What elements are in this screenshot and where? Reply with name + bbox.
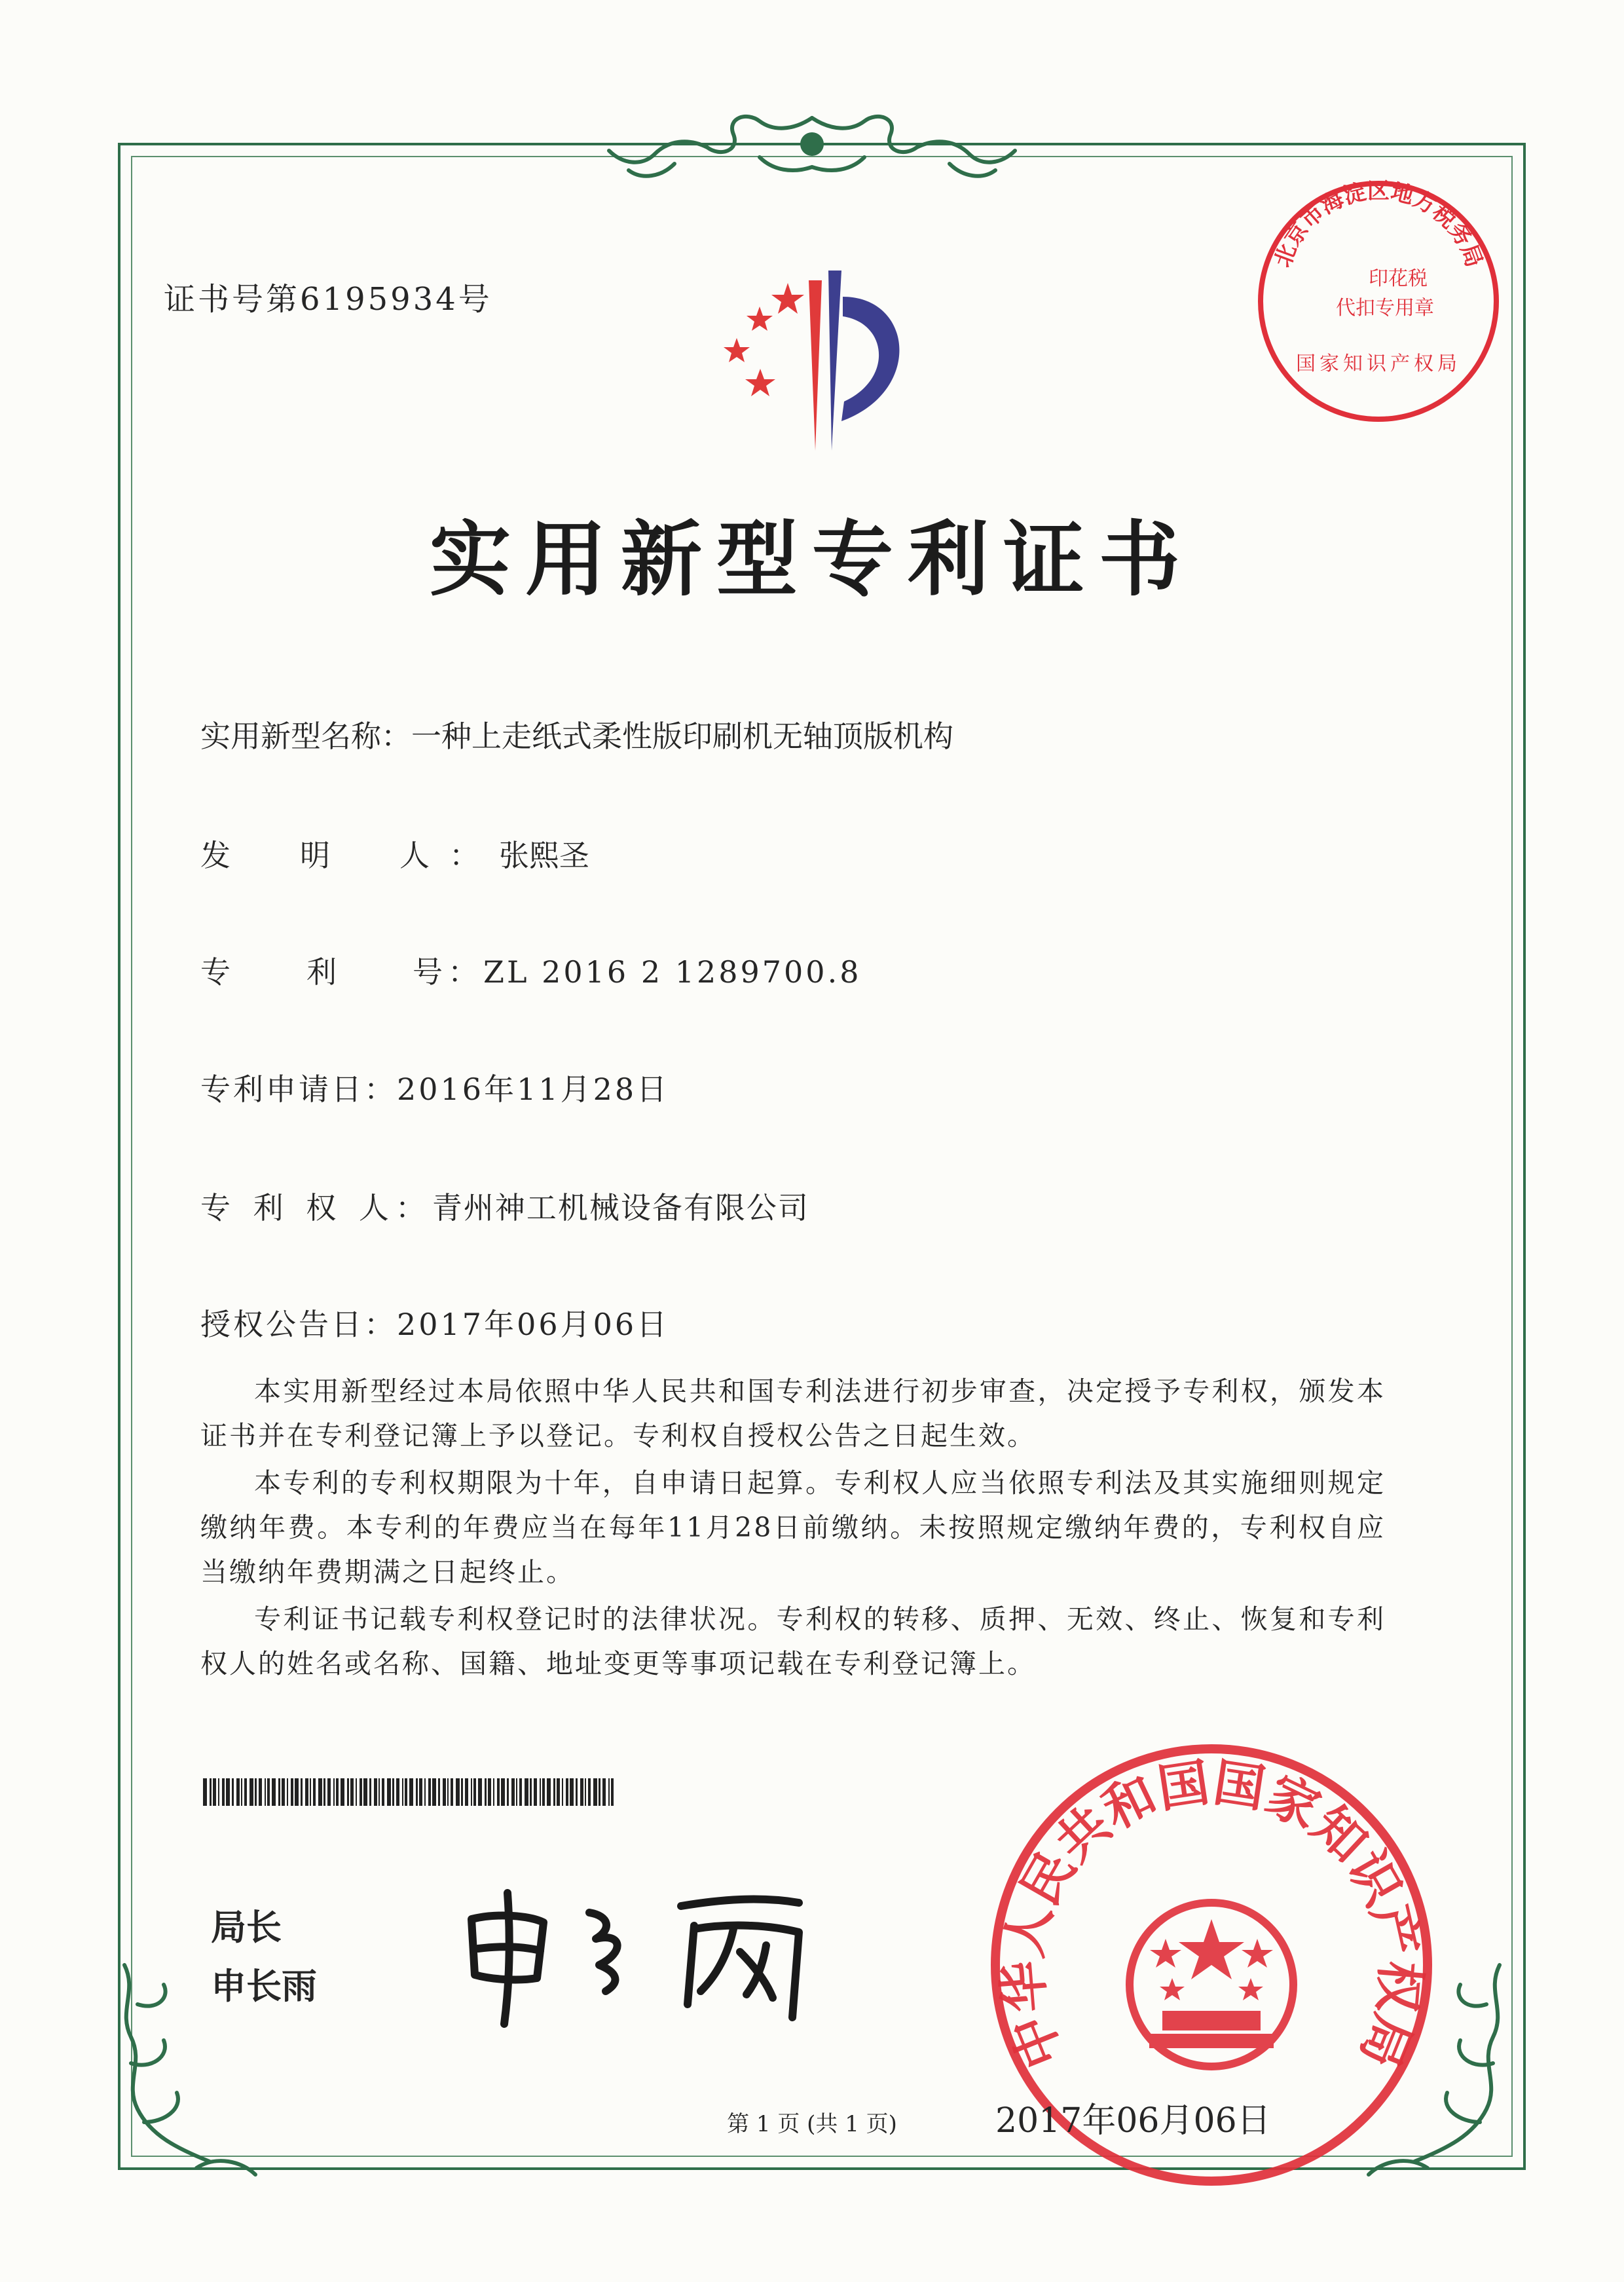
- barcode-bar: [416, 1778, 418, 1806]
- barcode-bar: [374, 1778, 377, 1806]
- barcode-bar: [419, 1778, 422, 1806]
- barcode-bar: [576, 1778, 578, 1806]
- barcode-bar: [473, 1778, 476, 1806]
- barcode-bar: [356, 1778, 357, 1806]
- field-label: 专 利 权 人：: [200, 1190, 432, 1225]
- director-signature: [458, 1867, 825, 2037]
- svg-text:国家知识产权局: 国家知识产权局: [1296, 352, 1461, 375]
- barcode-bar: [424, 1778, 426, 1806]
- barcode-bar: [585, 1778, 586, 1806]
- barcode-bar: [265, 1778, 266, 1806]
- barcode-bar: [451, 1778, 453, 1806]
- barcode-bar: [236, 1778, 240, 1806]
- barcode-bar: [347, 1778, 349, 1806]
- barcode-bar: [471, 1778, 472, 1806]
- barcode-bar: [203, 1778, 207, 1806]
- barcode-bar: [409, 1778, 413, 1806]
- field-label: 专 利 号：: [200, 954, 483, 990]
- barcode-bar: [244, 1778, 247, 1806]
- barcode-bar: [305, 1778, 308, 1806]
- barcode-bar: [333, 1778, 335, 1806]
- barcode-bar: [360, 1778, 362, 1806]
- seal-date: 2017年06月06日: [995, 2101, 1271, 2141]
- barcode-bar: [447, 1778, 449, 1806]
- barcode-bar: [341, 1778, 344, 1806]
- barcode-bar: [226, 1778, 230, 1806]
- barcode-bar: [519, 1778, 522, 1806]
- barcode-bar: [542, 1778, 545, 1806]
- barcode-bar: [369, 1778, 371, 1806]
- barcode-bar: [562, 1778, 563, 1806]
- body-paragraph: 本专利的专利权期限为十年，自申请日起算。专利权人应当依照专利法及其实施细则规定缴纳年费。本专利的年费应当在每年11月28日前缴纳。未按照规定缴纳年费的，专利权自应当缴纳年费期满之日起终止。: [200, 1467, 1386, 1588]
- barcode-bar: [432, 1778, 436, 1806]
- barcode-bar: [392, 1778, 394, 1806]
- barcode-bar: [210, 1778, 212, 1806]
- barcode-bar: [599, 1778, 600, 1806]
- barcode-bar: [387, 1778, 391, 1806]
- barcode-bar: [438, 1778, 440, 1806]
- barcode-bar: [461, 1778, 463, 1806]
- barcode-bar: [378, 1778, 380, 1806]
- field-value: 2016年11月28日: [397, 1072, 670, 1107]
- barcode-bar: [525, 1778, 528, 1806]
- field-label: 授权公告日：: [200, 1307, 397, 1342]
- barcode-bar: [456, 1778, 460, 1806]
- barcode-bar: [557, 1778, 560, 1806]
- certificate-body: [200, 1369, 1386, 1689]
- barcode-bar: [405, 1778, 407, 1806]
- barcode-bar: [255, 1778, 257, 1806]
- director-title: 局长: [211, 1907, 282, 1948]
- field-value: 2017年06月06日: [397, 1307, 670, 1342]
- barcode-bar: [232, 1778, 234, 1806]
- svg-text:北京市海淀区地方税务局: 北京市海淀区地方税务局: [1269, 178, 1488, 271]
- barcode-bar: [465, 1778, 468, 1806]
- barcode-bar: [580, 1778, 583, 1806]
- field-value: 青州神工机械设备有限公司: [432, 1190, 809, 1225]
- barcode-bar: [428, 1778, 431, 1806]
- barcode-bar: [501, 1778, 505, 1806]
- barcode-bar: [327, 1778, 331, 1806]
- barcode-bar: [278, 1778, 280, 1806]
- field-label: 专利申请日：: [200, 1072, 397, 1107]
- barcode-bar: [396, 1778, 399, 1806]
- barcode-bar: [287, 1778, 288, 1806]
- patent-office-logo: [697, 261, 940, 457]
- barcode-bar: [310, 1778, 311, 1806]
- barcode-bar: [241, 1778, 242, 1806]
- svg-text:印花税: 印花税: [1369, 267, 1428, 290]
- barcode-bar: [259, 1778, 262, 1806]
- svg-text:中华人民共和国国家知识产权局: 中华人民共和国国家知识产权局: [993, 1753, 1430, 2076]
- barcode-bar: [350, 1778, 354, 1806]
- barcode-bar: [553, 1778, 555, 1806]
- barcode-bar: [608, 1778, 610, 1806]
- barcode-bar: [493, 1778, 494, 1806]
- field-application-date: [200, 1066, 669, 1109]
- barcode-bar: [530, 1778, 532, 1806]
- barcode-bar: [402, 1778, 403, 1806]
- field-inventor: [200, 832, 589, 875]
- barcode-bar: [382, 1778, 384, 1806]
- barcode-bar: [318, 1778, 322, 1806]
- director-name: 申长雨: [211, 1966, 317, 2007]
- barcode-bar: [485, 1778, 487, 1806]
- barcode-bar: [443, 1778, 446, 1806]
- barcode-bar: [516, 1778, 517, 1806]
- barcode-bar: [511, 1778, 515, 1806]
- barcode-bar: [488, 1778, 491, 1806]
- barcode-bar: [291, 1778, 293, 1806]
- barcode-bar: [570, 1778, 574, 1806]
- barcode-bar: [540, 1778, 541, 1806]
- field-patent-number: [200, 948, 861, 992]
- barcode: [203, 1778, 616, 1806]
- barcode-bar: [602, 1778, 606, 1806]
- body-paragraph: 本实用新型经过本局依照中华人民共和国专利法进行初步审查，决定授予专利权，颁发本证书并在专利登记簿上予以登记。专利权自授权公告之日起生效。: [200, 1375, 1386, 1451]
- field-value: ZL 2016 2 1289700.8: [483, 954, 862, 990]
- barcode-bar: [588, 1778, 591, 1806]
- body-paragraph: 专利证书记载专利权登记时的法律状况。专利权的转移、质押、无效、终止、恢复和专利权人的姓名或名称、国籍、地址变更等事项记载在专利登记簿上。: [200, 1603, 1386, 1679]
- barcode-bar: [534, 1778, 537, 1806]
- barcode-bar: [222, 1778, 225, 1806]
- barcode-bar: [507, 1778, 509, 1806]
- svg-text:代扣专用章: 代扣专用章: [1336, 297, 1434, 320]
- barcode-bar: [272, 1778, 276, 1806]
- field-grant-announcement-date: [200, 1301, 669, 1344]
- barcode-bar: [282, 1778, 285, 1806]
- barcode-bar: [547, 1778, 551, 1806]
- barcode-bar: [249, 1778, 253, 1806]
- barcode-bar: [497, 1778, 500, 1806]
- field-value: 张熙圣: [499, 838, 589, 873]
- barcode-bar: [267, 1778, 270, 1806]
- barcode-bar: [478, 1778, 482, 1806]
- field-patentee: [200, 1184, 809, 1227]
- field-label: 实用新型名称：: [200, 719, 411, 754]
- tax-stamp: [1251, 174, 1506, 429]
- page-number: 第 1 页 (共 1 页): [727, 2111, 897, 2137]
- barcode-bar: [213, 1778, 216, 1806]
- barcode-bar: [313, 1778, 316, 1806]
- barcode-bar: [363, 1778, 367, 1806]
- barcode-bar: [593, 1778, 597, 1806]
- field-utility-model-name: [200, 713, 953, 756]
- barcode-bar: [566, 1778, 568, 1806]
- certificate-number: 证书号第6195934号: [164, 281, 492, 318]
- field-label: 发 明 人：: [200, 838, 499, 873]
- field-value: 一种上走纸式柔性版印刷机无轴顶版机构: [411, 719, 953, 754]
- barcode-bar: [295, 1778, 299, 1806]
- barcode-bar: [323, 1778, 325, 1806]
- barcode-bar: [218, 1778, 219, 1806]
- barcode-bar: [336, 1778, 339, 1806]
- top-ornament: [576, 105, 1048, 190]
- barcode-bar: [611, 1778, 614, 1806]
- barcode-bar: [301, 1778, 303, 1806]
- certificate-title: 实用新型专利证书: [429, 512, 1194, 607]
